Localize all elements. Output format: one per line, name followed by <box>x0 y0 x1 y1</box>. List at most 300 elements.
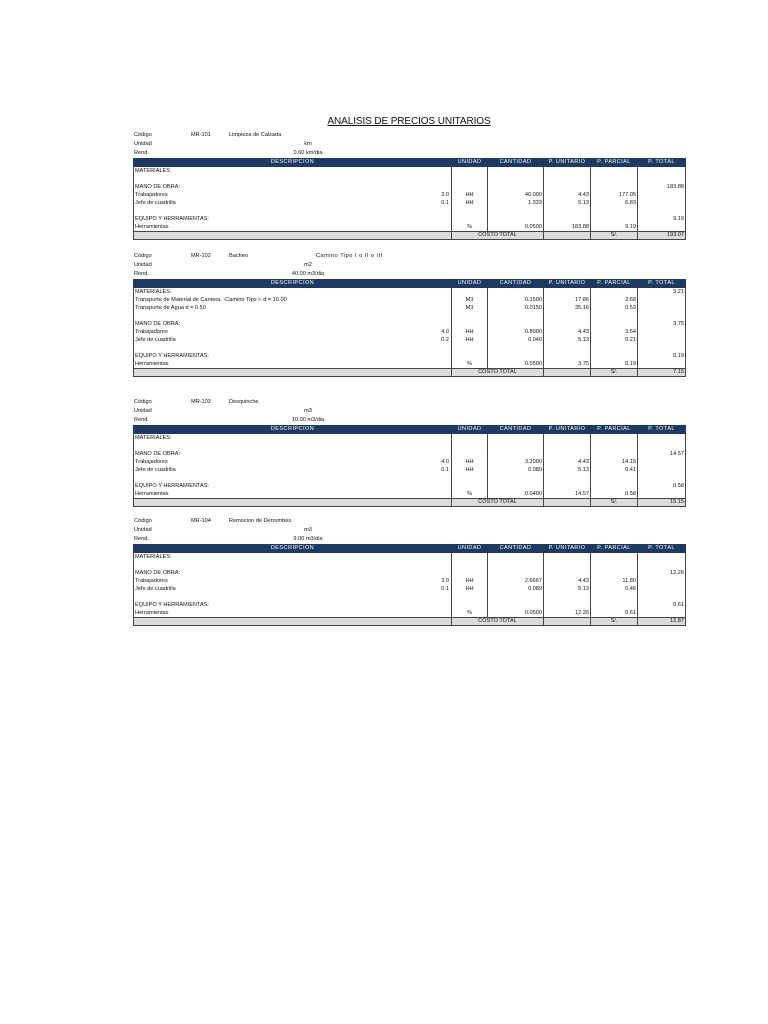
column-header: P. TOTAL <box>638 159 686 167</box>
table-row <box>134 585 686 593</box>
row-cell-t <box>638 577 686 585</box>
row-cell-pp <box>591 320 638 328</box>
row-cell-u: HH <box>452 199 488 207</box>
row-cell-c <box>488 167 544 176</box>
row-description: Transporte de Material de Cantera. -Camino Tipo I- d = 10.00 <box>134 296 452 304</box>
total-spacer <box>134 232 452 240</box>
row-cell-t <box>638 360 686 369</box>
row-cell-pu: 4.43 <box>544 191 591 199</box>
row-cell-u: % <box>452 609 488 618</box>
row-cell-c <box>488 569 544 577</box>
row-cell-pp <box>591 352 638 360</box>
row-cell-t <box>638 561 686 569</box>
row-cell-pp: 0.41 <box>591 466 638 474</box>
total-spacer <box>544 232 591 240</box>
row-cell-u: % <box>452 490 488 499</box>
row-cell-c <box>488 320 544 328</box>
code-row <box>134 517 292 526</box>
row-cell-u: HH <box>452 585 488 593</box>
row-cell-c: 0.0500 <box>488 609 544 618</box>
row-description: Herramientas <box>134 490 452 499</box>
code-label: Código <box>134 518 152 524</box>
row-cell-pu: 4.43 <box>544 328 591 336</box>
item-unit: km <box>304 141 312 147</box>
row-cell-pu: 3.75 <box>544 360 591 369</box>
row-cell-pu <box>544 482 591 490</box>
row-cell-pu <box>544 561 591 569</box>
table-row <box>134 561 686 569</box>
row-cell-t <box>638 191 686 199</box>
row-cell-pp: 0.21 <box>591 336 638 344</box>
row-description: MATERIALES: <box>134 553 452 562</box>
column-header: P. PARCIAL <box>591 280 638 288</box>
row-cell-t <box>638 585 686 593</box>
row-cell-pu <box>544 474 591 482</box>
unit-label: Unidad <box>134 408 152 414</box>
row-cell-u <box>452 553 488 562</box>
table-row <box>134 490 686 499</box>
item-rend: 10.00 m3/dia <box>291 417 325 423</box>
row-description: MANO DE OBRA: <box>134 320 452 328</box>
total-value: 7.15 <box>638 369 686 377</box>
row-cell-c <box>488 450 544 458</box>
row-cell-u <box>452 601 488 609</box>
row-description: Herramientas <box>134 609 452 618</box>
row-cell-pu <box>544 183 591 191</box>
item-info <box>133 252 685 279</box>
item-code: MR-103 <box>191 399 211 405</box>
row-description: MANO DE OBRA: <box>134 450 452 458</box>
row-cell-c: 0.089 <box>488 585 544 593</box>
row-cell-t <box>638 167 686 176</box>
row-description: Herramientas <box>134 223 452 232</box>
row-cell-t <box>638 344 686 352</box>
row-cell-pp: 6.83 <box>591 199 638 207</box>
row-cell-t <box>638 199 686 207</box>
row-cell-pp <box>591 207 638 215</box>
row-cell-pp <box>591 312 638 320</box>
row-description: EQUIPO Y HERRAMIENTAS: <box>134 601 452 609</box>
total-spacer <box>544 499 591 507</box>
column-header: DESCRIPCION <box>134 545 452 553</box>
column-header: P. TOTAL <box>638 280 686 288</box>
row-description: MATERIALES: <box>134 434 452 443</box>
total-label: COSTO TOTAL <box>452 499 544 507</box>
row-cell-t: 3.75 <box>638 320 686 328</box>
row-cell-pu: 5.13 <box>544 199 591 207</box>
table-row <box>134 577 686 585</box>
row-cell-u <box>452 450 488 458</box>
row-cell-c: 0.040 <box>488 336 544 344</box>
total-label: COSTO TOTAL <box>452 369 544 377</box>
table-row <box>134 304 686 312</box>
rend-row <box>134 535 434 544</box>
row-cell-pu <box>544 167 591 176</box>
table-row <box>134 167 686 176</box>
row-description: Trabajadores 4.0 <box>134 328 452 336</box>
row-description: Trabajadores 3.0 <box>134 191 452 199</box>
unit-row <box>134 407 434 416</box>
row-cell-pu <box>544 569 591 577</box>
row-description <box>134 442 452 450</box>
table-row <box>134 360 686 369</box>
row-cell-pp <box>591 215 638 223</box>
row-description: EQUIPO Y HERRAMIENTAS: <box>134 352 452 360</box>
column-header: DESCRIPCION <box>134 426 452 434</box>
rend-label: Rend. <box>134 271 149 277</box>
row-cell-c <box>488 215 544 223</box>
row-cell-u: % <box>452 360 488 369</box>
row-cell-pp <box>591 569 638 577</box>
row-crew: 3.0 <box>441 192 449 198</box>
rend-row <box>134 416 434 425</box>
item-name: Bacheo <box>229 253 248 259</box>
row-cell-t: 9.19 <box>638 215 686 223</box>
column-header: UNIDAD <box>452 545 488 553</box>
row-cell-pu: 17.86 <box>544 296 591 304</box>
code-row <box>134 131 282 140</box>
row-crew: 0.1 <box>441 467 449 473</box>
row-cell-c: 2.6667 <box>488 577 544 585</box>
row-cell-u: HH <box>452 458 488 466</box>
total-value: 15.15 <box>638 499 686 507</box>
row-cell-u <box>452 167 488 176</box>
row-cell-c: 0.0500 <box>488 223 544 232</box>
row-cell-t <box>638 207 686 215</box>
row-description: MATERIALES: <box>134 167 452 176</box>
row-cell-c <box>488 312 544 320</box>
column-header: P. PARCIAL <box>591 426 638 434</box>
row-cell-pu: 35.16 <box>544 304 591 312</box>
analysis-table <box>133 425 686 507</box>
column-header: P. UNITARIO <box>544 159 591 167</box>
row-cell-pu: 5.13 <box>544 336 591 344</box>
row-cell-u: HH <box>452 191 488 199</box>
code-row <box>134 398 259 407</box>
row-crew: 0.1 <box>441 586 449 592</box>
item-code: MR-101 <box>191 132 211 138</box>
row-cell-u <box>452 593 488 601</box>
unit-row <box>134 140 434 149</box>
row-cell-c: 3.2000 <box>488 458 544 466</box>
row-cell-pu: 4.43 <box>544 458 591 466</box>
row-cell-c <box>488 344 544 352</box>
row-cell-c <box>488 442 544 450</box>
table-row <box>134 434 686 443</box>
item-code: MR-102 <box>191 253 211 259</box>
row-cell-c <box>488 482 544 490</box>
row-cell-t <box>638 442 686 450</box>
row-cell-t <box>638 474 686 482</box>
row-cell-pu <box>544 288 591 297</box>
row-cell-pu: 5.13 <box>544 585 591 593</box>
column-header: P. PARCIAL <box>591 159 638 167</box>
table-row <box>134 569 686 577</box>
row-cell-pu: 5.13 <box>544 466 591 474</box>
row-description: Jefe de cuadrilla 0.1 <box>134 466 452 474</box>
row-cell-u: % <box>452 223 488 232</box>
column-header: CANTIDAD <box>488 545 544 553</box>
table-row <box>134 450 686 458</box>
code-label: Código <box>134 399 152 405</box>
total-row <box>134 369 686 377</box>
row-cell-t <box>638 434 686 443</box>
row-cell-pu <box>544 601 591 609</box>
row-cell-pp <box>591 344 638 352</box>
row-description: MATERIALES: <box>134 288 452 297</box>
row-cell-c <box>488 434 544 443</box>
row-cell-t <box>638 175 686 183</box>
total-row <box>134 499 686 507</box>
row-cell-pu <box>544 593 591 601</box>
row-description: EQUIPO Y HERRAMIENTAS: <box>134 215 452 223</box>
unit-label: Unidad <box>134 527 152 533</box>
row-cell-u: HH <box>452 466 488 474</box>
column-header: P. PARCIAL <box>591 545 638 553</box>
row-cell-c: 1.333 <box>488 199 544 207</box>
row-description: Trabajadores 4.0 <box>134 458 452 466</box>
table-row <box>134 223 686 232</box>
row-description <box>134 312 452 320</box>
total-spacer <box>134 369 452 377</box>
table-row <box>134 207 686 215</box>
row-cell-u: M3 <box>452 296 488 304</box>
row-cell-u <box>452 569 488 577</box>
row-description <box>134 175 452 183</box>
row-cell-c <box>488 183 544 191</box>
row-cell-u: M3 <box>452 304 488 312</box>
rend-row <box>134 270 434 279</box>
total-spacer <box>544 369 591 377</box>
table-row <box>134 312 686 320</box>
row-cell-u <box>452 312 488 320</box>
row-cell-c <box>488 474 544 482</box>
row-cell-pp: 0.46 <box>591 585 638 593</box>
table-row <box>134 352 686 360</box>
row-cell-pu: 14.57 <box>544 490 591 499</box>
analysis-table <box>133 279 686 377</box>
row-cell-pu: 4.43 <box>544 577 591 585</box>
row-description <box>134 593 452 601</box>
item-unit: m2 <box>304 262 312 268</box>
analysis-table <box>133 158 686 240</box>
row-cell-u <box>452 561 488 569</box>
row-cell-t <box>638 490 686 499</box>
row-description <box>134 344 452 352</box>
column-header: P. UNITARIO <box>544 545 591 553</box>
row-cell-c <box>488 593 544 601</box>
page-title: ANALISIS DE PRECIOS UNITARIOS <box>327 116 491 127</box>
table-header <box>134 545 686 553</box>
unit-label: Unidad <box>134 262 152 268</box>
row-cell-c <box>488 175 544 183</box>
row-description: Jefe de cuadrilla 0.1 <box>134 199 452 207</box>
row-cell-u <box>452 474 488 482</box>
analysis-block <box>133 252 685 377</box>
item-extra: Camino Tipo I o II o III <box>316 253 383 259</box>
row-cell-pu <box>544 344 591 352</box>
total-currency: S/. <box>591 369 638 377</box>
row-cell-pp <box>591 434 638 443</box>
analysis-block <box>133 131 685 240</box>
total-spacer <box>544 618 591 626</box>
row-cell-c <box>488 553 544 562</box>
table-row <box>134 336 686 344</box>
code-row <box>134 252 383 261</box>
total-currency: S/. <box>591 499 638 507</box>
column-header: CANTIDAD <box>488 280 544 288</box>
row-cell-u <box>452 352 488 360</box>
row-crew: 0.1 <box>441 200 449 206</box>
table-row <box>134 458 686 466</box>
row-cell-u <box>452 183 488 191</box>
row-cell-pp <box>591 561 638 569</box>
row-description <box>134 474 452 482</box>
item-name: Desquinche <box>229 399 259 405</box>
item-name: Limpieza de Calzada <box>229 132 282 138</box>
column-header: DESCRIPCION <box>134 280 452 288</box>
row-cell-t <box>638 296 686 304</box>
total-currency: S/. <box>591 232 638 240</box>
row-cell-pu <box>544 450 591 458</box>
row-cell-t <box>638 312 686 320</box>
row-cell-t <box>638 593 686 601</box>
table-row <box>134 482 686 490</box>
rend-label: Rend. <box>134 150 149 156</box>
row-cell-pp: 0.58 <box>591 490 638 499</box>
unit-row <box>134 261 434 270</box>
row-cell-pp: 2.68 <box>591 296 638 304</box>
row-cell-pp: 11.80 <box>591 577 638 585</box>
row-cell-pu <box>544 352 591 360</box>
column-header: DESCRIPCION <box>134 159 452 167</box>
unit-label: Unidad <box>134 141 152 147</box>
row-cell-pp <box>591 482 638 490</box>
row-cell-pp: 0.53 <box>591 304 638 312</box>
row-cell-t: 12.26 <box>638 569 686 577</box>
table-row <box>134 320 686 328</box>
row-cell-pp: 0.61 <box>591 609 638 618</box>
unit-row <box>134 526 434 535</box>
row-cell-t: 0.61 <box>638 601 686 609</box>
rend-label: Rend. <box>134 417 149 423</box>
total-row <box>134 232 686 240</box>
table-row <box>134 175 686 183</box>
row-cell-u <box>452 434 488 443</box>
total-value: 193.07 <box>638 232 686 240</box>
total-row <box>134 618 686 626</box>
row-cell-pu <box>544 312 591 320</box>
table-row <box>134 296 686 304</box>
table-row <box>134 288 686 297</box>
row-cell-pu: 183.88 <box>544 223 591 232</box>
row-cell-u: HH <box>452 336 488 344</box>
row-cell-t: 0.19 <box>638 352 686 360</box>
table-row <box>134 609 686 618</box>
row-crew: 0.2 <box>441 337 449 343</box>
table-row <box>134 191 686 199</box>
row-cell-t: 14.57 <box>638 450 686 458</box>
analysis-table <box>133 544 686 626</box>
item-name: Remocion de Derrumbes <box>229 518 292 524</box>
row-description: Transporte de Agua d = 0.50 <box>134 304 452 312</box>
item-unit: m3 <box>304 527 312 533</box>
total-spacer <box>134 618 452 626</box>
row-cell-t: 0.58 <box>638 482 686 490</box>
row-cell-u <box>452 482 488 490</box>
code-label: Código <box>134 132 152 138</box>
row-cell-pp <box>591 442 638 450</box>
row-cell-u <box>452 175 488 183</box>
column-header: CANTIDAD <box>488 159 544 167</box>
table-header <box>134 159 686 167</box>
analysis-block <box>133 398 685 507</box>
row-description: MANO DE OBRA: <box>134 183 452 191</box>
table-row <box>134 328 686 336</box>
row-description: Jefe de cuadrilla 0.2 <box>134 336 452 344</box>
column-header: P. TOTAL <box>638 545 686 553</box>
row-description <box>134 561 452 569</box>
column-header: UNIDAD <box>452 426 488 434</box>
row-cell-t: 183.88 <box>638 183 686 191</box>
row-cell-c <box>488 288 544 297</box>
row-cell-c <box>488 352 544 360</box>
total-currency: S/. <box>591 618 638 626</box>
row-description: Trabajadores 3.0 <box>134 577 452 585</box>
row-cell-c <box>488 207 544 215</box>
table-row <box>134 344 686 352</box>
row-cell-pp: 14.16 <box>591 458 638 466</box>
table-row <box>134 183 686 191</box>
item-unit: m3 <box>304 408 312 414</box>
row-cell-t <box>638 328 686 336</box>
row-cell-pu <box>544 215 591 223</box>
row-cell-u <box>452 344 488 352</box>
row-cell-pp <box>591 183 638 191</box>
row-cell-u <box>452 215 488 223</box>
row-cell-t <box>638 336 686 344</box>
table-row <box>134 553 686 562</box>
item-rend: 40.00 m3/dia <box>291 271 325 277</box>
item-info <box>133 398 685 425</box>
row-cell-t <box>638 466 686 474</box>
row-cell-c: 0.0150 <box>488 304 544 312</box>
column-header: CANTIDAD <box>488 426 544 434</box>
table-header <box>134 426 686 434</box>
table-row <box>134 199 686 207</box>
column-header: UNIDAD <box>452 280 488 288</box>
row-description: MANO DE OBRA: <box>134 569 452 577</box>
row-cell-c: 0.8000 <box>488 328 544 336</box>
row-cell-t <box>638 458 686 466</box>
row-description: Jefe de cuadrilla 0.1 <box>134 585 452 593</box>
row-cell-t <box>638 609 686 618</box>
row-description: Herramientas <box>134 360 452 369</box>
column-header: P. UNITARIO <box>544 426 591 434</box>
row-cell-c: 40.000 <box>488 191 544 199</box>
row-cell-pp <box>591 474 638 482</box>
row-cell-u <box>452 207 488 215</box>
row-cell-c: 0.080 <box>488 466 544 474</box>
row-cell-pu: 12.26 <box>544 609 591 618</box>
row-crew: 4.0 <box>441 459 449 465</box>
table-row <box>134 442 686 450</box>
row-cell-c <box>488 601 544 609</box>
row-cell-c: 0.0500 <box>488 360 544 369</box>
row-cell-u: HH <box>452 328 488 336</box>
row-cell-c <box>488 561 544 569</box>
column-header: UNIDAD <box>452 159 488 167</box>
